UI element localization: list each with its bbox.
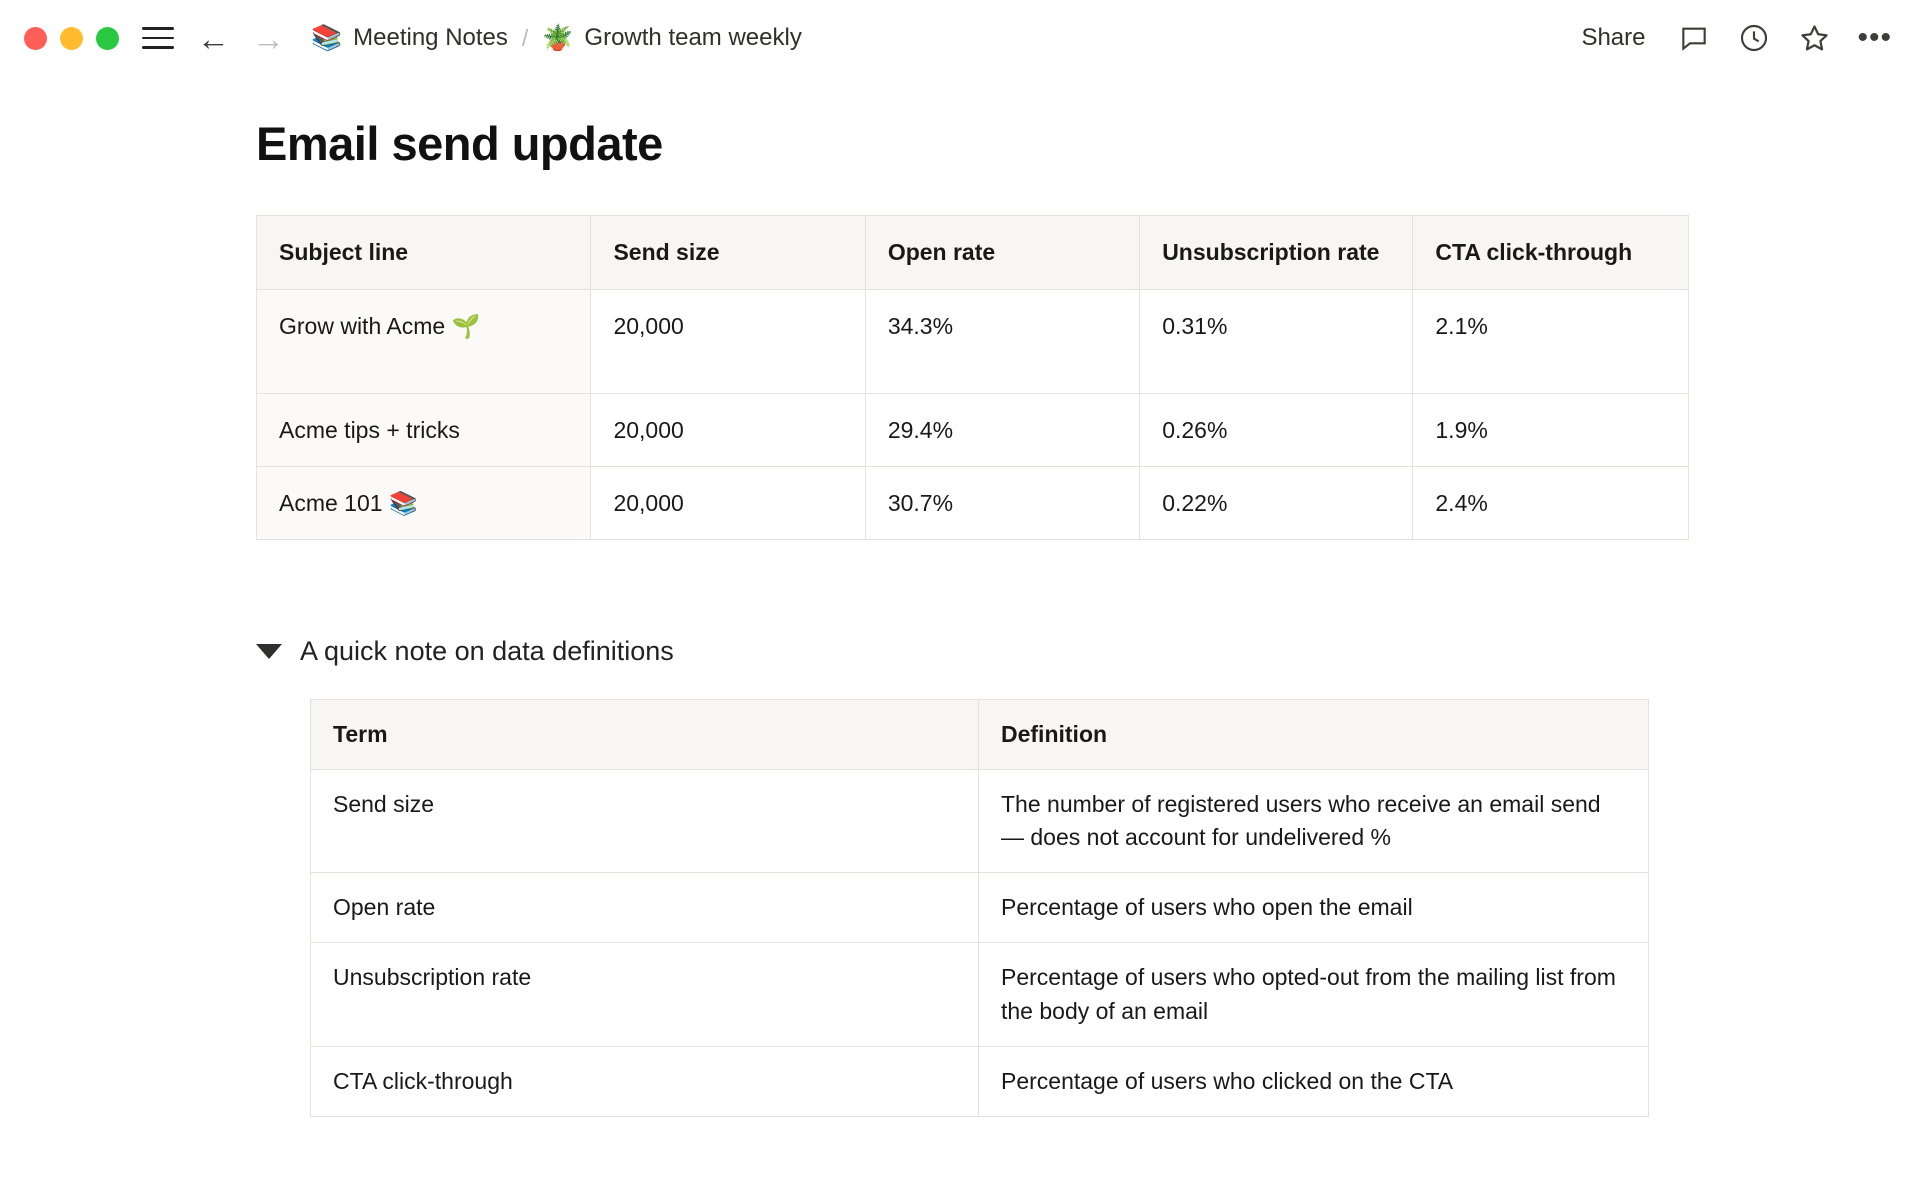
share-button[interactable]: Share (1581, 24, 1646, 51)
column-header-cta-click-through[interactable]: CTA click-through (1413, 216, 1689, 290)
cell-open-rate[interactable]: 30.7% (865, 466, 1139, 539)
cell-term[interactable]: Send size (311, 770, 979, 873)
cell-unsubscription-rate[interactable]: 0.31% (1140, 289, 1413, 393)
breadcrumb-item-meeting-notes[interactable] (311, 24, 508, 52)
column-header-term[interactable]: Term (311, 700, 979, 770)
table-row (257, 289, 1689, 393)
table-row (257, 393, 1689, 466)
books-emoji-icon: 📚 (311, 23, 343, 52)
cell-term[interactable]: Open rate (311, 873, 979, 943)
table-row (257, 466, 1689, 539)
breadcrumb-label-meeting-notes: Meeting Notes (353, 24, 508, 51)
window-controls (24, 27, 119, 50)
table-row (311, 873, 1649, 943)
breadcrumb (311, 24, 802, 52)
comment-icon[interactable] (1677, 21, 1711, 55)
breadcrumb-item-growth-team-weekly[interactable] (542, 24, 802, 52)
page-title: Email send update (256, 117, 663, 170)
cell-term[interactable]: CTA click-through (311, 1046, 979, 1116)
chevron-down-icon[interactable] (256, 644, 282, 659)
column-header-open-rate[interactable]: Open rate (865, 216, 1139, 290)
titlebar-actions (1575, 0, 1892, 76)
navigation-arrows (197, 19, 285, 57)
toggle-label[interactable]: A quick note on data definitions (300, 636, 674, 667)
cell-unsubscription-rate[interactable]: 0.22% (1140, 466, 1413, 539)
column-header-subject-line[interactable]: Subject line (257, 216, 591, 290)
breadcrumb-label-growth-team-weekly: Growth team weekly (584, 24, 802, 51)
email-send-table (256, 215, 1689, 540)
toggle-block (256, 636, 1920, 667)
arrow-left-icon[interactable]: ← (197, 19, 230, 57)
close-window-button[interactable] (24, 27, 47, 50)
cell-subject-line[interactable]: Grow with Acme 🌱 (257, 289, 591, 393)
maximize-window-button[interactable] (96, 27, 119, 50)
potted-plant-emoji-icon: 🪴 (542, 23, 574, 52)
star-icon[interactable] (1797, 21, 1831, 55)
cell-definition[interactable]: The number of registered users who receive an email send — does not account for undelivered % (979, 770, 1649, 873)
column-header-unsubscription-rate[interactable]: Unsubscription rate (1140, 216, 1413, 290)
cell-cta-click-through[interactable]: 1.9% (1413, 393, 1689, 466)
cell-subject-line[interactable]: Acme 101 📚 (257, 466, 591, 539)
table-header-row (257, 216, 1689, 290)
hamburger-icon[interactable] (141, 23, 175, 53)
cell-send-size[interactable]: 20,000 (591, 466, 865, 539)
table-row (311, 770, 1649, 873)
minimize-window-button[interactable] (60, 27, 83, 50)
cell-definition[interactable]: Percentage of users who opted-out from the mailing list from the body of an email (979, 943, 1649, 1046)
arrow-right-icon[interactable]: → (252, 19, 285, 57)
table-row (311, 943, 1649, 1046)
document-body (0, 76, 1920, 1117)
table-row (311, 1046, 1649, 1116)
cell-cta-click-through[interactable]: 2.4% (1413, 466, 1689, 539)
cell-cta-click-through[interactable]: 2.1% (1413, 289, 1689, 393)
cell-term[interactable]: Unsubscription rate (311, 943, 979, 1046)
cell-send-size[interactable]: 20,000 (591, 393, 865, 466)
breadcrumb-separator: / (521, 24, 529, 51)
cell-definition[interactable]: Percentage of users who open the email (979, 873, 1649, 943)
cell-subject-line[interactable]: Acme tips + tricks (257, 393, 591, 466)
cell-unsubscription-rate[interactable]: 0.26% (1140, 393, 1413, 466)
clock-icon[interactable] (1737, 21, 1771, 55)
cell-definition[interactable]: Percentage of users who clicked on the CTA (979, 1046, 1649, 1116)
column-header-definition[interactable]: Definition (979, 700, 1649, 770)
table-header-row (311, 700, 1649, 770)
column-header-send-size[interactable]: Send size (591, 216, 865, 290)
window-titlebar (0, 0, 1920, 76)
cell-open-rate[interactable]: 29.4% (865, 393, 1139, 466)
ellipsis-icon[interactable]: ••• (1857, 21, 1892, 54)
definitions-table (310, 699, 1648, 1117)
cell-send-size[interactable]: 20,000 (591, 289, 865, 393)
cell-open-rate[interactable]: 34.3% (865, 289, 1139, 393)
